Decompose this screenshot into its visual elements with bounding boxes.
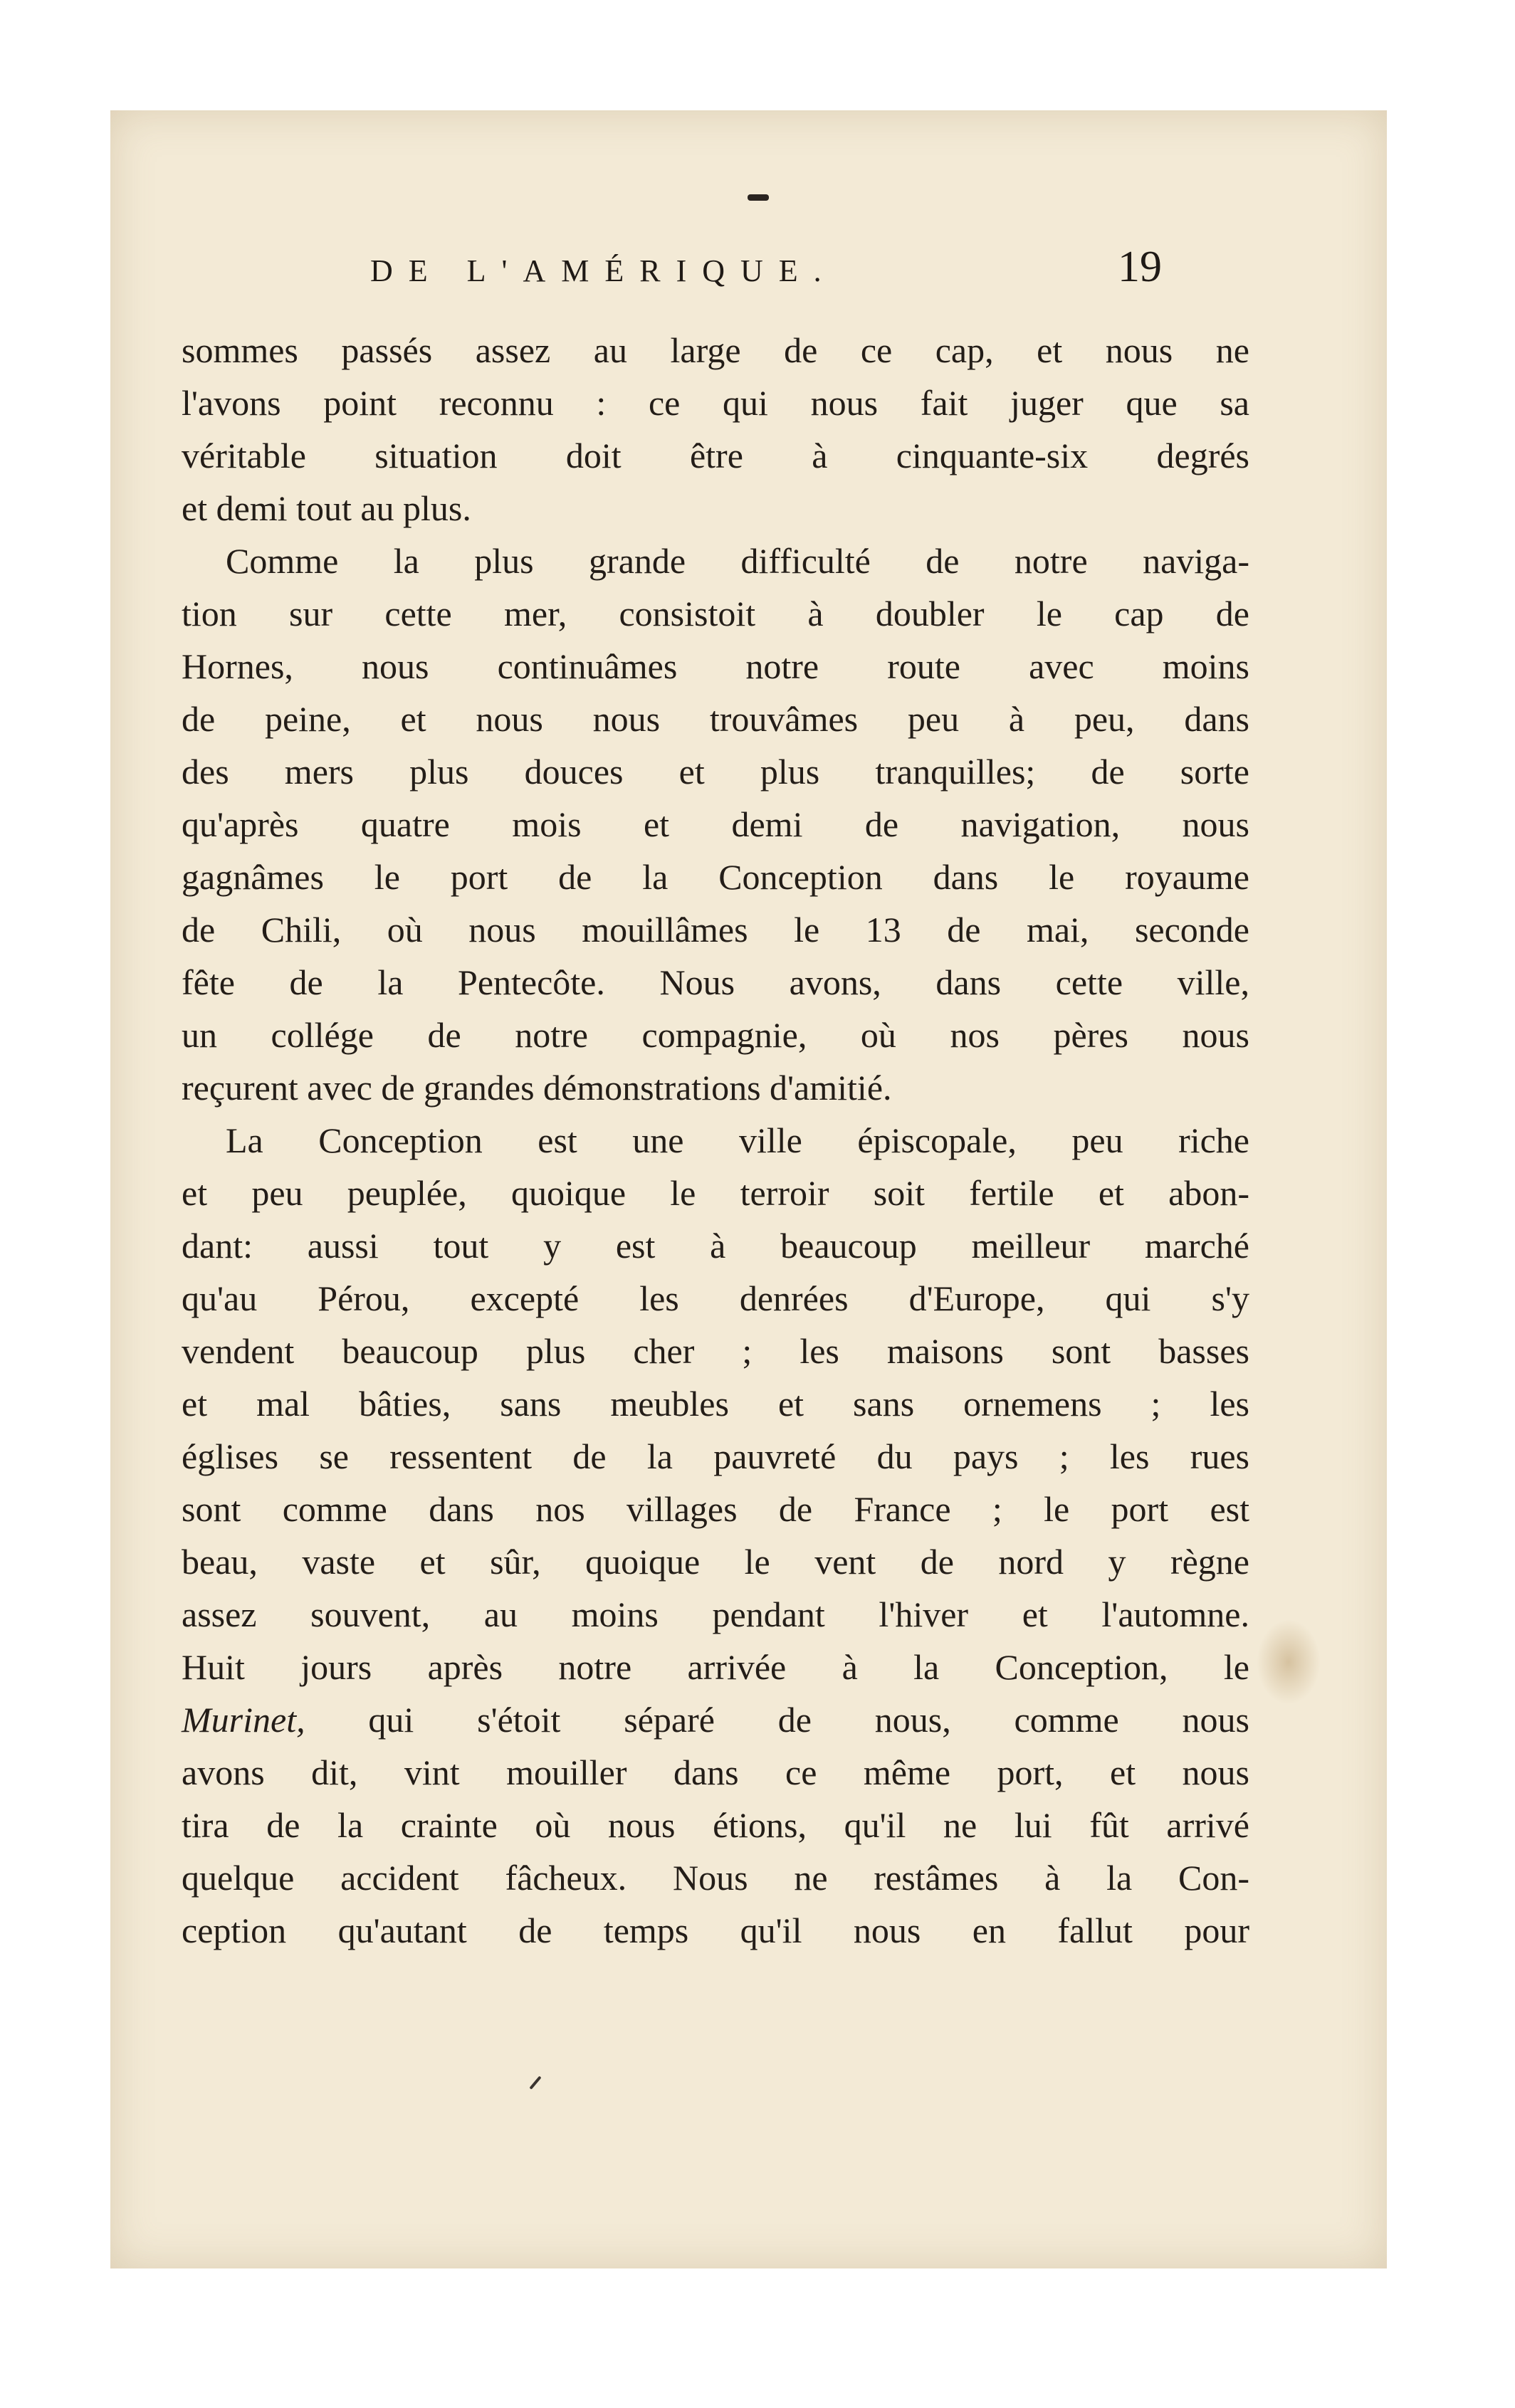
text-line: Comme la plus grande difficulté de notre naviga- [226,541,1249,581]
text-line-with-ship-name [182,1693,1249,1746]
text-line: de peine, et nous nous trouvâmes peu à peu, dans [182,699,1249,739]
text-line: qu'après quatre mois et demi de navigation, nous [182,804,1249,844]
text-line: Hornes, nous continuâmes notre route avec moins [182,646,1249,686]
running-title: DE L'AMÉRIQUE. [370,253,837,288]
ship-name: Murinet, [182,1700,305,1740]
text-line: sommes passés assez au large de ce cap, et nous ne [182,330,1249,370]
text-line: véritable situation doit être à cinquante-six degrés [182,436,1249,475]
text-line: reçurent avec de grandes démonstrations d'amitié. [182,1068,892,1108]
text-line: églises se ressentent de la pauvreté du pays ; les rues [182,1436,1249,1476]
text-line: quelque accident fâcheux. Nous ne restâmes à la Con- [182,1858,1249,1898]
text-line: et mal bâties, sans meubles et sans ornemens ; les [182,1384,1249,1424]
text-line: sont comme dans nos villages de France ; le port est [182,1489,1249,1529]
text-line: et demi tout au plus. [182,488,471,528]
page-number: 19 [1118,243,1162,291]
text-line: des mers plus douces et plus tranquilles; de sorte [182,752,1249,792]
body-text [182,324,1249,1957]
text-line: tira de la crainte où nous étions, qu'il ne lui fût arrivé [182,1805,1249,1845]
text-fragment: qui s'étoit séparé de nous, comme nous [305,1700,1249,1740]
text-line: fête de la Pentecôte. Nous avons, dans cette ville, [182,962,1249,1002]
text-line: ception qu'autant de temps qu'il nous en fallut pour [182,1910,1249,1950]
text-line: beau, vaste et sûr, quoique le vent de nord y règne [182,1542,1249,1582]
text-line: Huit jours après notre arrivée à la Conception, le [182,1647,1249,1687]
book-page [110,110,1387,2268]
text-line: de Chili, où nous mouillâmes le 13 de mai, seconde [182,910,1249,950]
printer-mark [748,194,769,201]
text-line: un collége de notre compagnie, où nos pères nous [182,1015,1249,1055]
text-line: et peu peuplée, quoique le terroir soit fertile et abon- [182,1173,1249,1213]
text-line: assez souvent, au moins pendant l'hiver et l'automne. [182,1594,1249,1634]
pencil-mark [529,2076,541,2089]
text-line: vendent beaucoup plus cher ; les maisons sont basses [182,1331,1249,1371]
text-line: avons dit, vint mouiller dans ce même port, et nous [182,1752,1249,1792]
text-line: qu'au Pérou, excepté les denrées d'Europe, qui s'y [182,1278,1249,1318]
text-line: La Conception est une ville épiscopale, peu riche [226,1120,1249,1160]
text-line: gagnâmes le port de la Conception dans le royaume [182,857,1249,897]
text-line: l'avons point reconnu : ce qui nous fait juger que sa [182,383,1249,423]
paper-stain [1257,1619,1321,1705]
text-line: tion sur cette mer, consistoit à doubler le cap de [182,594,1249,633]
text-line: dant: aussi tout y est à beaucoup meilleur marché [182,1226,1249,1266]
